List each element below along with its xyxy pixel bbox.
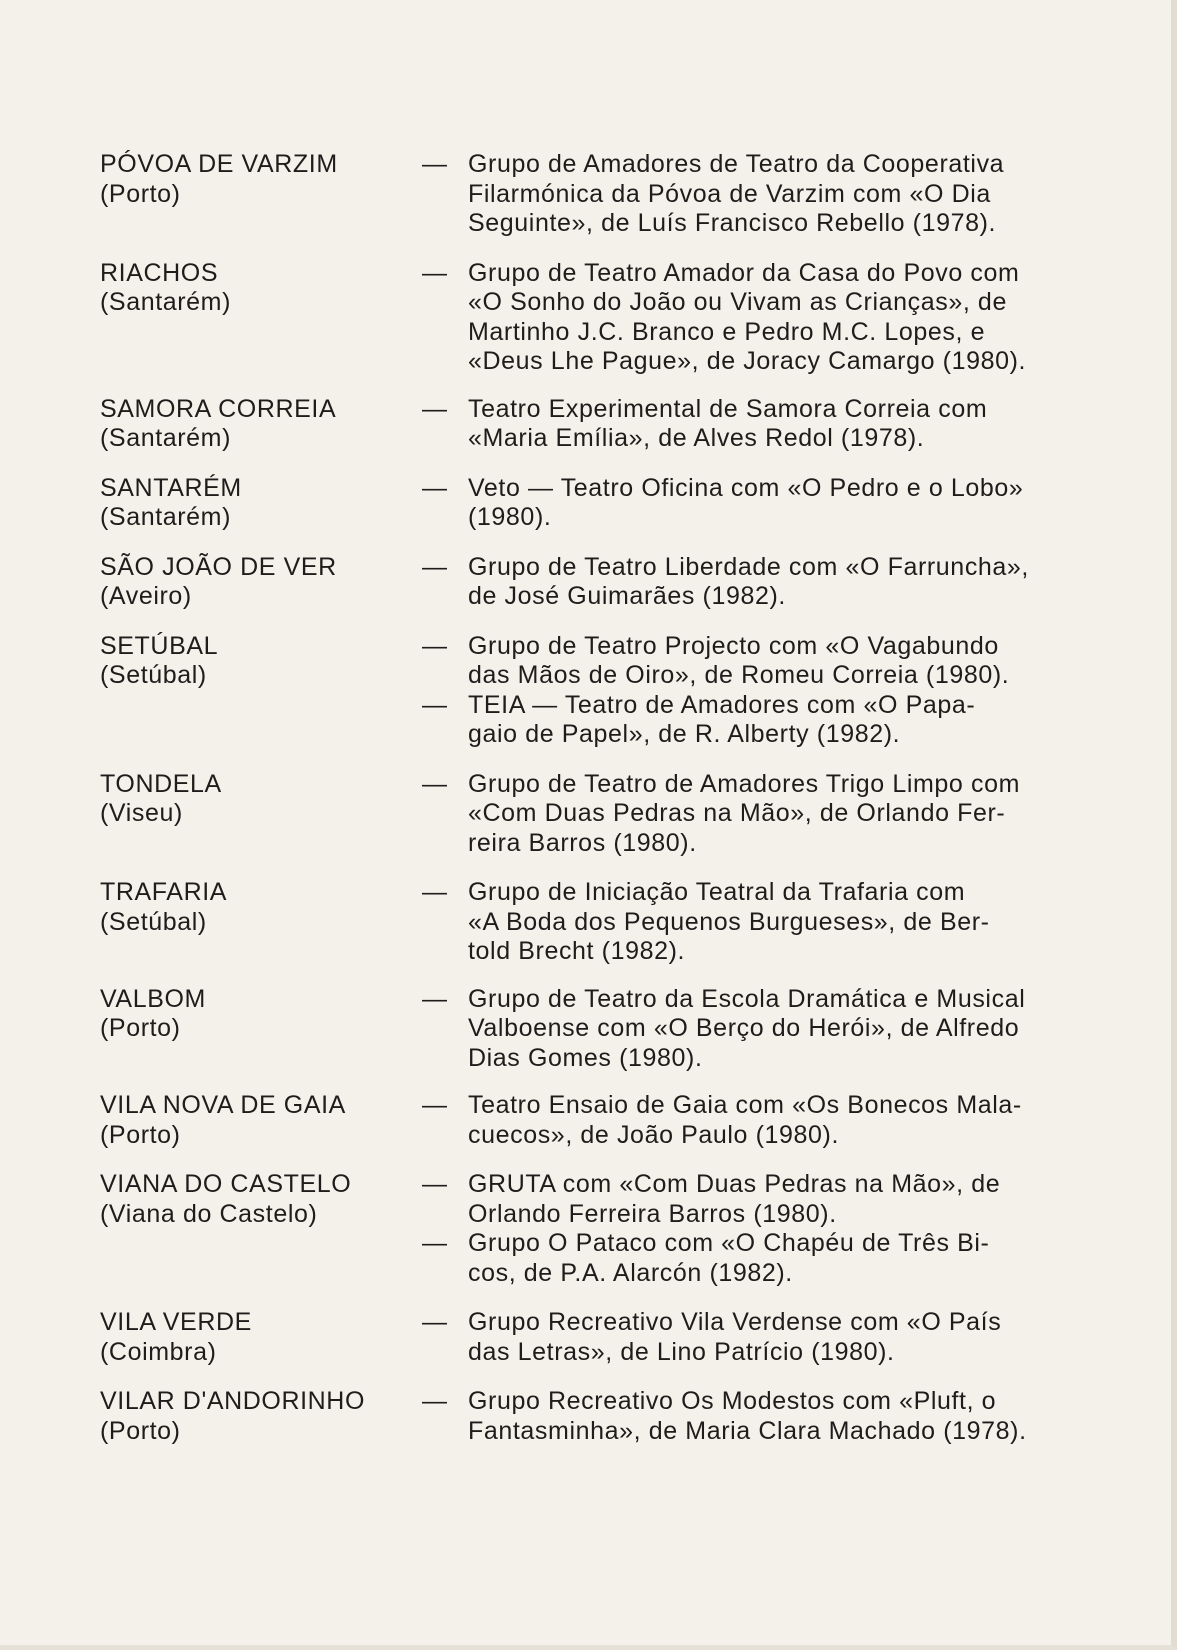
group-description <box>468 985 1070 1074</box>
desc-line: cuecos», de João Paulo (1980). <box>468 1120 840 1149</box>
group-description <box>468 1229 1070 1288</box>
place-name: VILA VERDE <box>100 1308 252 1336</box>
desc-line: «O Sonho do João ou Vivam as Crianças», de <box>468 288 1007 316</box>
place-region: (Porto) <box>100 1014 181 1042</box>
group-item <box>422 395 1070 454</box>
place-region: (Porto) <box>100 179 181 208</box>
desc-line: reira Barros (1980). <box>468 828 697 857</box>
desc-line: TEIA — Teatro de Amadores com «O Papa- <box>468 690 976 719</box>
place-name: VILA NOVA DE GAIA <box>100 1091 346 1119</box>
desc-line: Teatro Ensaio de Gaia com «Os Bonecos Mala- <box>468 1091 1022 1119</box>
place-name: SETÚBAL <box>100 631 219 660</box>
entry-valbom <box>100 985 1070 1074</box>
group-item <box>422 474 1070 533</box>
place-region: (Viseu) <box>100 799 183 827</box>
place-name: SAMORA CORREIA <box>100 394 337 423</box>
entry-tondela <box>100 770 1070 859</box>
group-item <box>422 553 1070 612</box>
group-description <box>468 474 1070 533</box>
place-region: (Santarém) <box>100 503 232 531</box>
group-description <box>468 395 1070 454</box>
entry-location <box>100 395 422 454</box>
entry-groups <box>422 1387 1070 1446</box>
desc-line: das Letras», de Lino Patrício (1980). <box>468 1337 895 1366</box>
desc-line: «Com Duas Pedras na Mão», de Orlando Fer- <box>468 799 1006 827</box>
entry-location <box>100 259 422 318</box>
entry-groups <box>422 770 1070 859</box>
place-region: (Santarém) <box>100 424 232 452</box>
desc-line: «A Boda dos Pequenos Burgueses», de Ber- <box>468 907 990 936</box>
group-description <box>468 1308 1070 1367</box>
group-item <box>422 632 1070 691</box>
desc-line: «Deus Lhe Pague», de Joracy Camargo (1980). <box>468 347 1027 375</box>
place-name: TONDELA <box>100 769 222 798</box>
place-name: VALBOM <box>100 984 206 1013</box>
group-description <box>468 259 1070 377</box>
entry-groups <box>422 878 1070 967</box>
place-name: SÃO JOÃO DE VER <box>100 552 337 581</box>
group-item <box>422 1308 1070 1367</box>
desc-line: das Mãos de Oiro», de Romeu Correia (1980). <box>468 661 1010 689</box>
place-name: TRAFARIA <box>100 878 228 906</box>
group-description <box>468 553 1070 612</box>
entry-santarem <box>100 474 1070 533</box>
em-dash: — <box>422 552 448 581</box>
entry-groups <box>422 395 1070 454</box>
em-dash: — <box>422 473 448 502</box>
desc-line: Dias Gomes (1980). <box>468 1043 703 1072</box>
place-region: (Setúbal) <box>100 907 207 936</box>
entry-sao-joao-de-ver <box>100 553 1070 612</box>
desc-line: Orlando Ferreira Barros (1980). <box>468 1199 837 1228</box>
entry-groups <box>422 259 1070 377</box>
entry-location <box>100 150 422 209</box>
entry-location <box>100 1170 422 1229</box>
group-item <box>422 691 1070 750</box>
entry-viana-do-castelo <box>100 1170 1070 1288</box>
desc-line: Grupo de Teatro Projecto com «O Vagabundo <box>468 631 999 660</box>
desc-line: Fantasminha», de Maria Clara Machado (1978). <box>468 1416 1027 1445</box>
entry-location <box>100 1387 422 1446</box>
entry-location <box>100 770 422 829</box>
group-item <box>422 1229 1070 1288</box>
em-dash: — <box>422 1091 448 1119</box>
desc-line: Filarmónica da Póvoa de Varzim com «O Dia <box>468 179 991 208</box>
entry-samora-correia <box>100 395 1070 454</box>
place-name: SANTARÉM <box>100 473 242 502</box>
em-dash: — <box>422 1387 448 1415</box>
group-description <box>468 150 1070 239</box>
desc-line: Seguinte», de Luís Francisco Rebello (1978). <box>468 209 997 237</box>
desc-line: Grupo de Teatro Liberdade com «O Farruncha», <box>468 552 1029 581</box>
desc-line: de José Guimarães (1982). <box>468 582 786 610</box>
desc-line: GRUTA com «Com Duas Pedras na Mão», de <box>468 1170 1001 1198</box>
place-region: (Setúbal) <box>100 661 207 689</box>
group-item <box>422 259 1070 377</box>
group-description <box>468 878 1070 967</box>
entry-trafaria <box>100 878 1070 967</box>
em-dash: — <box>422 690 448 719</box>
desc-line: cos, de P.A. Alarcón (1982). <box>468 1258 793 1287</box>
place-name: VIANA DO CASTELO <box>100 1170 352 1198</box>
entry-riachos <box>100 259 1070 377</box>
entry-vilar-dandorinho <box>100 1387 1070 1446</box>
em-dash: — <box>422 984 448 1013</box>
desc-line: Grupo de Teatro da Escola Dramática e Musical <box>468 984 1026 1013</box>
entry-vila-verde <box>100 1308 1070 1367</box>
entry-groups <box>422 632 1070 750</box>
desc-line: Grupo de Teatro Amador da Casa do Povo com <box>468 258 1020 287</box>
group-description <box>468 1091 1070 1150</box>
group-item <box>422 985 1070 1074</box>
place-region: (Coimbra) <box>100 1337 217 1366</box>
em-dash: — <box>422 1170 448 1198</box>
place-region: (Porto) <box>100 1120 181 1149</box>
place-name: RIACHOS <box>100 258 219 287</box>
desc-line: told Brecht (1982). <box>468 937 686 965</box>
place-name: PÓVOA DE VARZIM <box>100 150 338 178</box>
entry-groups <box>422 553 1070 612</box>
desc-line: Martinho J.C. Branco e Pedro M.C. Lopes, e <box>468 317 986 346</box>
group-item <box>422 150 1070 239</box>
em-dash: — <box>422 394 448 423</box>
group-item <box>422 1387 1070 1446</box>
desc-line: «Maria Emília», de Alves Redol (1978). <box>468 424 925 452</box>
em-dash: — <box>422 1229 448 1257</box>
entry-vila-nova-de-gaia <box>100 1091 1070 1150</box>
em-dash: — <box>422 878 448 906</box>
entry-groups <box>422 985 1070 1074</box>
em-dash: — <box>422 631 448 660</box>
place-region: (Porto) <box>100 1416 181 1445</box>
entry-location <box>100 632 422 691</box>
em-dash: — <box>422 258 448 287</box>
desc-line: Teatro Experimental de Samora Correia com <box>468 394 988 423</box>
desc-line: Valboense com «O Berço do Herói», de Alfredo <box>468 1014 1020 1042</box>
group-item <box>422 878 1070 967</box>
entry-groups <box>422 150 1070 239</box>
group-description <box>468 770 1070 859</box>
group-description <box>468 632 1070 691</box>
desc-line: Grupo de Teatro de Amadores Trigo Limpo com <box>468 769 1021 798</box>
group-description <box>468 1387 1070 1446</box>
entry-setubal <box>100 632 1070 750</box>
em-dash: — <box>422 769 448 798</box>
entry-groups <box>422 1308 1070 1367</box>
group-description <box>468 1170 1070 1229</box>
entry-location <box>100 474 422 533</box>
entry-location <box>100 553 422 612</box>
place-name: VILAR D'ANDORINHO <box>100 1387 366 1415</box>
desc-line: Grupo de Iniciação Teatral da Trafaria com <box>468 878 966 906</box>
desc-line: gaio de Papel», de R. Alberty (1982). <box>468 720 901 748</box>
entry-location <box>100 1091 422 1150</box>
group-item <box>422 1170 1070 1229</box>
desc-line: (1980). <box>468 503 552 531</box>
group-item <box>422 770 1070 859</box>
entry-groups <box>422 1091 1070 1150</box>
desc-line: Veto — Teatro Oficina com «O Pedro e o Lobo» <box>468 473 1024 502</box>
group-description <box>468 691 1070 750</box>
entry-location <box>100 1308 422 1367</box>
desc-line: Grupo O Pataco com «O Chapéu de Três Bi- <box>468 1229 990 1257</box>
group-item <box>422 1091 1070 1150</box>
desc-line: Grupo Recreativo Vila Verdense com «O País <box>468 1308 1002 1336</box>
place-region: (Viana do Castelo) <box>100 1199 318 1228</box>
entry-groups <box>422 1170 1070 1288</box>
entry-location <box>100 878 422 937</box>
entry-groups <box>422 474 1070 533</box>
place-region: (Aveiro) <box>100 582 192 610</box>
em-dash: — <box>422 1308 448 1336</box>
entry-location <box>100 985 422 1044</box>
desc-line: Grupo Recreativo Os Modestos com «Pluft, o <box>468 1387 997 1415</box>
em-dash: — <box>422 150 448 178</box>
place-region: (Santarém) <box>100 288 232 316</box>
desc-line: Grupo de Amadores de Teatro da Cooperativa <box>468 150 1005 178</box>
participant-list <box>100 150 1070 1446</box>
entry-povoa-de-varzim <box>100 150 1070 239</box>
